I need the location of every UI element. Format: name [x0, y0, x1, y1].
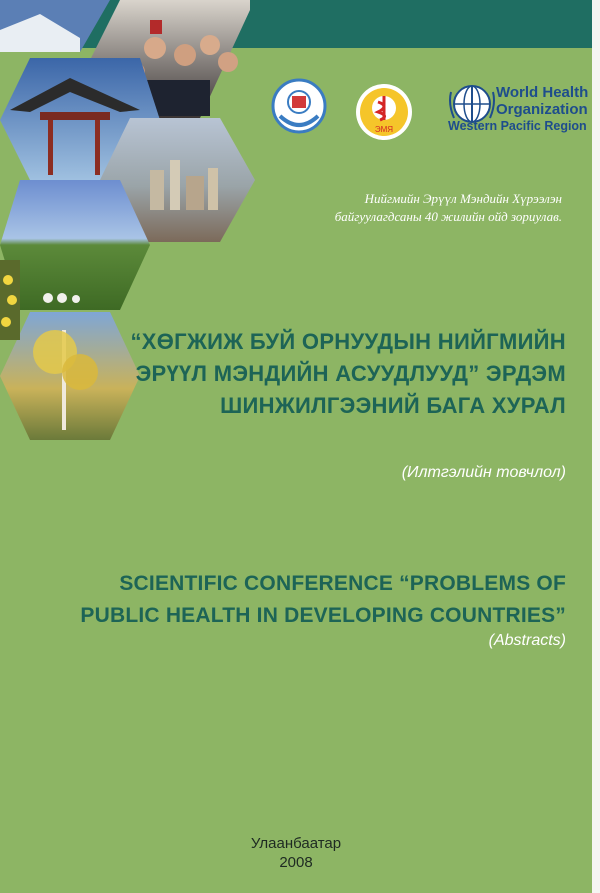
dedication	[242, 190, 562, 226]
dedication-line2: байгуулагдсаны 40 жилийн ойд зориулав.	[334, 209, 562, 224]
title-en-line2: PUBLIC HEALTH IN DEVELOPING COUNTRIES”	[80, 604, 566, 627]
dedication-line1: Нийгмийн Эрүүл Мэндийн Хүрээлэн	[364, 191, 562, 206]
who-name	[448, 84, 589, 135]
title-en-line1: SCIENTIFIC CONFERENCE “PROBLEMS OF	[119, 572, 566, 595]
who-name-line1: World Health	[496, 84, 589, 101]
title-mn-line3: ШИНЖИЛГЭЭНИЙ БАГА ХУРАЛ	[220, 393, 566, 418]
subtitle-english: (Abstracts)	[488, 632, 566, 649]
mountain-sky-photo	[0, 0, 110, 52]
subtitle-mongolian: (Илтгэлийн товчлол)	[401, 464, 566, 481]
imprint	[0, 834, 592, 872]
title-english	[66, 568, 566, 632]
steppe-photo	[0, 180, 150, 310]
svg-text:ЭМЯ: ЭМЯ	[374, 125, 394, 134]
ministry-of-health-emblem-icon	[354, 82, 414, 142]
hands-globe-emblem-icon	[270, 78, 328, 138]
flower-photo	[0, 260, 20, 340]
title-mn-line1: “ХӨГЖИЖ БУЙ ОРНУУДЫН НИЙГМИЙН	[130, 329, 566, 354]
page-edge	[592, 0, 600, 893]
title-mongolian	[106, 326, 566, 422]
city: Улаанбаатар	[250, 835, 342, 852]
who-name-line2: Organization	[496, 101, 588, 118]
year: 2008	[279, 854, 313, 871]
who-region: Western Pacific Region	[448, 119, 587, 133]
title-mn-line2: ЭРҮҮЛ МЭНДИЙН АСУУДЛУУД” ЭРДЭМ	[135, 361, 566, 386]
